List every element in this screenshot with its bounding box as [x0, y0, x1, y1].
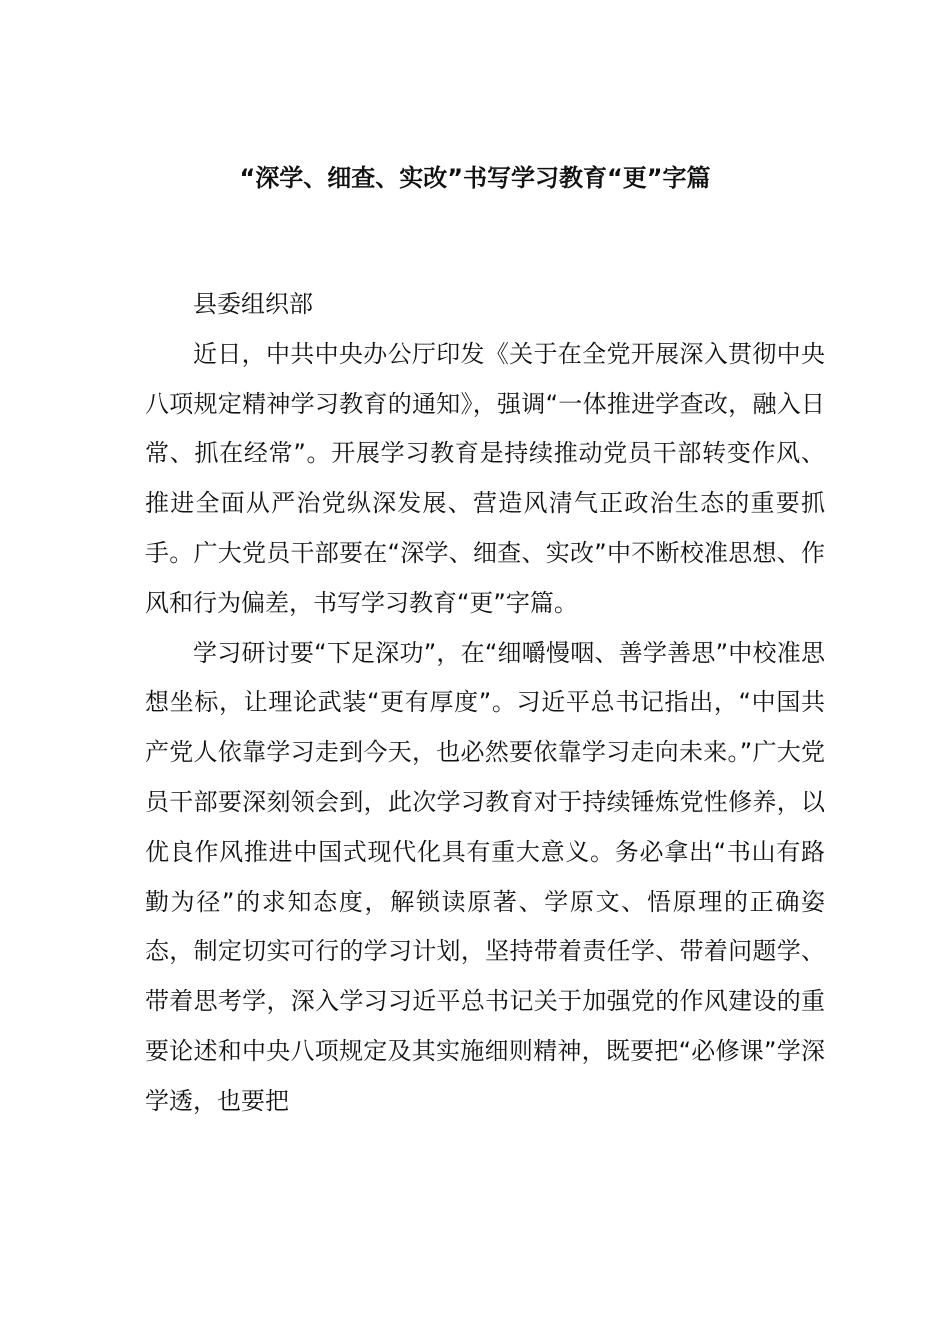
document-title: “深学、细查、实改”书写学习教育“更”字篇	[239, 164, 711, 192]
paragraph-2: 学习研讨要“下足深功”，在“细嚼慢咽、善学善思”中校准思想坐标，让理论武装“更有厚度”。习近平总书记指出，“中国共产党人依靠学习走到今天，也必然要依靠学习走向未来。”广大党员干部要深刻领会到，此次学习教育对于持续锤炼党性修养，以优良作风推进中国式现代化具有重大意义。务必拿出“书山有路勤为径”的求知态度，解锁读原著、学原文、悟原理的正确姿态，制定切实可行的学习计划，坚持带着责任学、带着问题学、带着思考学，深入学习习近平总书记关于加强党的作风建设的重要论述和中央八项规定及其实施细则精神，既要把“必修课”学深学透，也要把	[145, 638, 825, 1115]
paragraph-1: 近日，中共中央办公厅印发《关于在全党开展深入贯彻中央八项规定精神学习教育的通知》，强调“一体推进学查改，融入日常、抓在经常”。开展学习教育是持续推动党员干部转变作风、推进全面从严治党纵深发展、营造风清气正政治生态的重要抓手。广大党员干部要在“深学、细查、实改”中不断校准思想、作风和行为偏差，书写学习教育“更”字篇。	[145, 339, 825, 617]
document-body	[145, 280, 825, 1127]
author-line: 县委组织部	[193, 290, 313, 318]
